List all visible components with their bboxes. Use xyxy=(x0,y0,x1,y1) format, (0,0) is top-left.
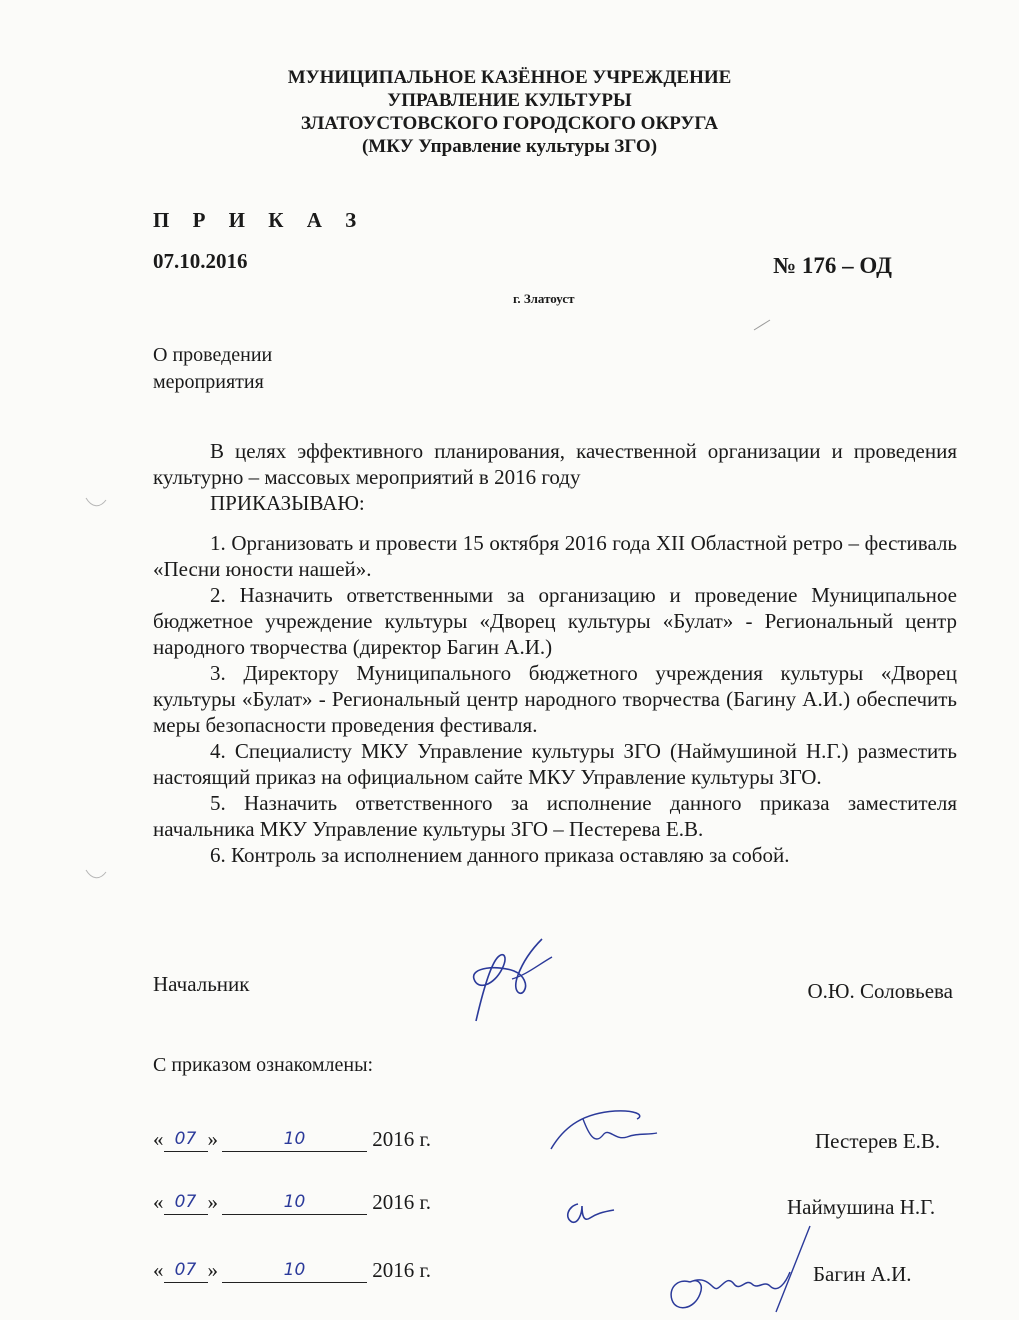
order-item-1: 1. Организовать и провести 15 октября 2016 года XII Областной ретро – фестиваль «Песни юности нашей». xyxy=(153,531,957,581)
ack-row-2-name: Наймушина Н.Г. xyxy=(787,1195,936,1219)
signatory-position: Начальник xyxy=(153,972,250,996)
subject-line-2: мероприятия xyxy=(153,371,264,393)
ack-row-3 xyxy=(153,1258,431,1283)
ack-row-1-name: Пестерев Е.В. xyxy=(815,1129,941,1153)
order-item-6: 6. Контроль за исполнением данного приказа оставляю за собой. xyxy=(210,843,790,867)
ack-row-1-open-quote: « xyxy=(153,1127,164,1151)
chief-signature xyxy=(468,935,558,1025)
signatory-name: О.Ю. Соловьева xyxy=(807,979,953,1003)
ack-row-3-day: 07 xyxy=(164,1260,208,1283)
order-item-5: 5. Назначить ответственного за исполнение данного приказа заместителя начальника МКУ Управление культуры ЗГО – Пестерева Е.В. xyxy=(153,791,957,841)
ack-row-2 xyxy=(153,1190,431,1215)
header-line-4: (МКУ Управление культуры ЗГО) xyxy=(361,136,658,157)
naymushina-signature xyxy=(560,1192,620,1232)
order-word: ПРИКАЗЫВАЮ: xyxy=(210,491,365,515)
organization-header xyxy=(0,66,1019,158)
order-item-2: 2. Назначить ответственными за организацию и проведение Муниципальное бюджетное учреждение культуры «Дворец культуры «Булат» - Региональный центр народного творчества (директор Багин А.И.) xyxy=(153,583,957,659)
ack-row-3-open-quote: « xyxy=(153,1258,164,1282)
ack-row-3-month: 10 xyxy=(222,1260,367,1283)
header-line-1: МУНИЦИПАЛЬНОЕ КАЗЁННОЕ УЧРЕЖДЕНИЕ xyxy=(287,67,732,88)
stray-pen-mark xyxy=(752,318,772,332)
ack-row-2-month: 10 xyxy=(222,1192,367,1215)
ack-row-1-month: 10 xyxy=(222,1129,367,1152)
subject-line-1: О проведении xyxy=(153,344,273,366)
ack-row-3-name: Багин А.И. xyxy=(813,1262,912,1286)
ack-row-2-open-quote: « xyxy=(153,1190,164,1214)
ack-row-1-close-quote: » xyxy=(207,1127,218,1151)
ack-row-3-close-quote: » xyxy=(207,1258,218,1282)
pesterev-signature xyxy=(545,1105,665,1155)
ack-row-2-year: 2016 г. xyxy=(372,1190,431,1214)
order-title: П Р И К А З xyxy=(153,208,366,232)
preamble-paragraph: В целях эффективного планирования, качественной организации и проведения культурно – массовых мероприятий в 2016 году xyxy=(153,439,957,489)
order-item-4: 4. Специалисту МКУ Управление культуры ЗГО (Наймушиной Н.Г.) разместить настоящий приказ на официальном сайте МКУ Управление культуры ЗГО. xyxy=(153,739,957,789)
order-city: г. Златоуст xyxy=(513,291,575,306)
acknowledgement-label: С приказом ознакомлены: xyxy=(153,1054,374,1076)
header-line-2: УПРАВЛЕНИЕ КУЛЬТУРЫ xyxy=(387,90,632,111)
order-date: 07.10.2016 xyxy=(153,249,248,273)
bagin-signature xyxy=(660,1222,820,1316)
binder-hole-mark-bottom xyxy=(84,868,108,882)
order-item-3: 3. Директору Муниципального бюджетного учреждения культуры «Дворец культуры «Булат» - Региональный центр народного творчества (Багину А.И.) обеспечить меры безопасности проведения фестиваля. xyxy=(153,661,957,737)
ack-row-1-day: 07 xyxy=(164,1129,208,1152)
order-subject xyxy=(153,342,272,396)
ack-row-3-year: 2016 г. xyxy=(372,1258,431,1282)
binder-hole-mark-top xyxy=(84,496,108,510)
header-line-3: ЗЛАТОУСТОВСКОГО ГОРОДСКОГО ОКРУГА xyxy=(300,113,719,134)
ack-row-2-close-quote: » xyxy=(207,1190,218,1214)
ack-row-1 xyxy=(153,1127,431,1152)
ack-row-2-day: 07 xyxy=(164,1192,208,1215)
order-number: № 176 – ОД xyxy=(773,253,892,278)
ack-row-1-year: 2016 г. xyxy=(372,1127,431,1151)
order-body xyxy=(153,438,957,868)
